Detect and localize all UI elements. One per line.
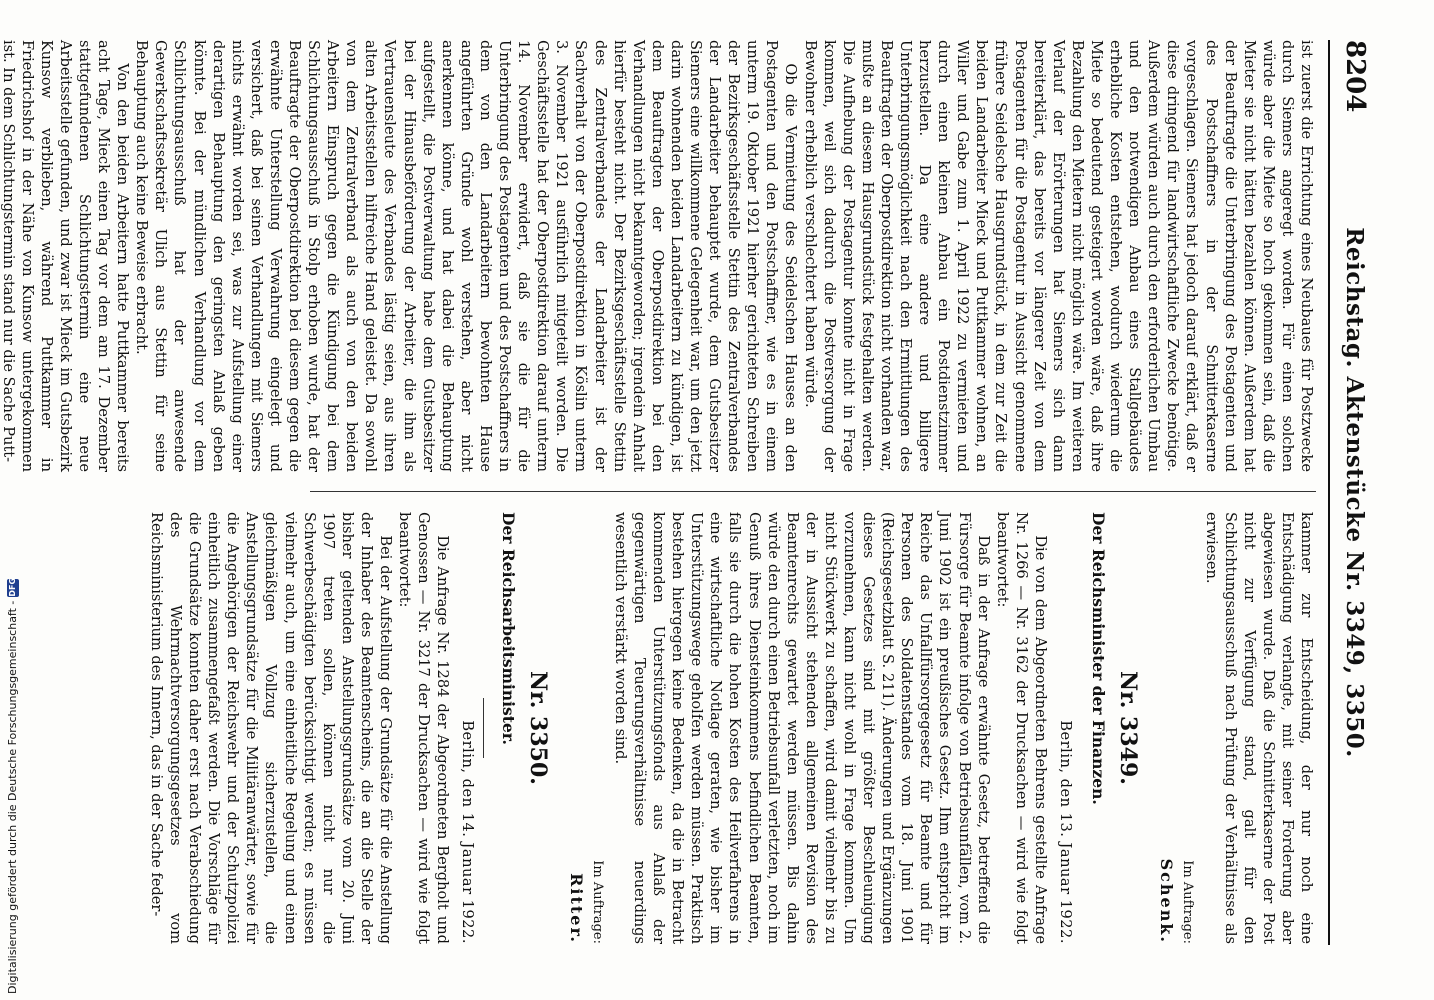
column-divider — [310, 491, 1316, 492]
signature-name: Schenk. — [1157, 858, 1177, 944]
paragraph: ist zuerst die Errichtung eines Neubaues für Postzwecke durch Siemers angeregt worden. Für einen solchen würde aber die Miete so hoch gekommen sein, daß die Mieter sie nicht hätten bezahlen können. Außerdem hat der Beauftragte die Unterbringung des Postagenten und des Postschaffners in der Schnitterkaserne vorgeschlagen. Siemers hat jedoch darauf erklärt, daß er diese dringend für landwirtschaftliche Zwecke benötige. Außerdem würden auch durch den erforderlichen Umbau und den notwendigen Anbau eines Stallgebäudes erhebliche Kosten entstehen, wodurch wiederum die Miete so bedeutend gesteigert worden wäre, daß ihre Bezahlung den Mietern nicht möglich wäre. Im weiteren Verlauf der Erörterungen hat Siemers sich dann bereiterklärt, das bereits vor längerer Zeit von dem Postagenten für die Postagentur in Aussicht genommene frühere Seidelsche Hausgrundstück, in dem zur Zeit die beiden Landarbeiter Mieck und Puttkammer wohnen, an Willer und Gabe zum 1. April 1922 zu vermieten und durch einen kleinen Anbau ein Postdienstzimmer herzustellen. Da eine andere und billigere Unterbringungsmöglichkeit nach den Ermittlungen des Beauftragten der Oberpostdirektion nicht vorhanden war, mußte an diesem Hausgrundstück festgehalten werden. Die Aufhebung der Postagentur konnte nicht in Frage kommen, weil sich dadurch die Postversorgung der Bewohner erheblich verschlechtert haben würde. — [801, 40, 1315, 472]
document-number-3350: Nr. 3350. — [524, 671, 551, 785]
page-number: 8204 — [1340, 40, 1370, 113]
intro-paragraph: Die von dem Abgeordneten Behrens gestellte Anfrage Nr. 1266 — Nr. 3162 der Drucksachen — wird wie folgt beantwortet: — [993, 512, 1049, 944]
signature-label: Im Auftrage: — [589, 860, 605, 944]
paragraph: Von den beiden Arbeitern hatte Puttkammer bereits acht Tage, Mieck einen Tag vor dem am 17. Dezember stattgefundenen Schlichtungstermin eine neue Arbeitsstelle gefunden, und zwar ist Mieck im Gutsbezirk Kunsow verblieben, während Puttkammer in Friedrichshof in der Nähe von Kunsow untergekommen ist. In dem Schlichtungstermin stand nur die Sache Putt- — [0, 40, 132, 472]
body-paragraph: Daß in der Anfrage erwähnte Gesetz, betreffend die Fürsorge für Beamte infolge von Betriebsunfällen, vom 2. Juni 1902 ist ein preußisches Gesetz. Ihm entspricht im Reiche das Unfallfürsorgegesetz für Beamte und für Personen des Soldatenstandes vom 18. Juni 1901 (Reichsgesetzblatt S. 211). Änderungen und Ergänzungen dieses Gesetzes sind mit größter Beschleunigung vorzunehmen, kann nicht wohl in Frage kommen. Um nicht Stückwerk zu schaffen, wird damit vielmehr bis zu der in Aussicht stehenden allgemeinen Revision des Beamtenrechts gewartet werden müssen. Bis dahin würde den durch einen Betriebsunfall verletzten, noch im Genuß ihres Diensteinkommens befindlichen Beamten, falls sie durch die hohen Kosten des Heilverfahrens in eine wirtschaftliche Notlage geraten, wie bisher im Unterstützungswege geholfen werden müssen. Praktisch bestehen hiergegen keine Bedenken, da die in Betracht kommenden Unterstützungsfonds aus Anlaß der gegenwärtigen Teuerungsverhältnisse neuerdings wesentlich verstärkt worden sind. — [611, 512, 992, 944]
right-column — [90, 512, 1316, 944]
signature-label: Im Auftrage: — [1180, 860, 1196, 944]
signature-block — [567, 512, 607, 944]
page-title: Reichstag. Aktenstücke Nr. 3349, 3350. — [1341, 227, 1368, 758]
page-header — [1328, 40, 1374, 945]
continuation-paragraph: kammer zur Entscheidung, der nur noch eine Entschädigung verlangte, mit seiner Forderung aber abgewiesen wurde. Daß die Schnitterkaserne der Post nicht zur Verfügung stand, galt für den Schlichtungsausschuß nach Prüfung der Verhältnisse als erwiesen. — [1202, 512, 1315, 944]
intro-paragraph: Die Anfrage Nr. 1284 der Abgeordneten Bergholt und Genossen — Nr. 3217 der Drucksachen — wird wie folgt beantwortet: — [396, 512, 452, 944]
digitization-credit — [6, 579, 19, 994]
letter-date: Berlin, den 13. Januar 1922. — [1057, 720, 1075, 944]
paragraph: Ob die Vermietung des Seidelschen Hauses an den Postagenten und den Postschaffner, wie es in einem unterm 19. Oktober 1921 hierher gerichteten Schreiben der Bezirksgeschäftsstelle Stettin des Zentralverbandes der Landarbeiter behauptet wurde, dem Gutsbesitzer Siemers eine willkommene Gelegenheit war, um den jetzt darin wohnenden beiden Landarbeitern zu kündigen, ist dem Beauftragten der Oberpostdirektion bei den Verhandlungen nicht bekanntgeworden; irgendein Anhalt hierfür besteht nicht. Der Bezirksgeschäftsstelle Stettin des Zentralverbandes der Landarbeiter ist der Sachverhalt von der Oberpostdirektion in Köslin unterm 3. November 1921 ausführlich mitgeteilt worden. Die Geschäftsstelle hat der Oberpostdirektion darauf unterm 14. November erwidert, daß sie die für die Unterbringung des Postagenten und des Postschaffners in dem von den Landarbeitern bewohnten Hause angeführten Gründe wohl verstehen, aber nicht anerkennen könne, und hat dabei die Behauptung aufgestellt, die Postverwaltung habe dem Gutsbesitzer bei der Hinausbeförderung der Arbeiter, die ihm als Vertrauensleute des Verbandes lästig seien, aus ihren alten Arbeitsstellen hilfreiche Hand geleistet. Da sowohl von dem Zentralverband als auch von den beiden Arbeitern Einspruch gegen die Kündigung bei dem Schlichtungsausschuß in Stolp erhoben wurde, hat der Beauftragte der Oberpostdirektion bei diesem gegen die erwähnte Unterstellung Verwahrung eingelegt und versichert, daß bei seinen Verhandlungen mit Siemers nichts erwähnt worden sei, was zur Aufstellung einer derartigen Behauptung den geringsten Anlaß geben könnte. Bei der mündlichen Verhandlung vor dem Schlichtungsausschuß hat der anwesende Gewerkschaftssekretär Ulich aus Stettin für seine Behauptung auch keine Beweise erbracht. — [133, 40, 800, 472]
issuing-minister: Der Reichsarbeitsminister. — [498, 512, 518, 745]
document-number-3349: Nr. 3349. — [1115, 671, 1142, 785]
separator-rule — [483, 698, 484, 758]
dfg-logo-icon: DFG — [7, 577, 17, 597]
issuing-minister: Der Reichsminister der Finanzen. — [1089, 512, 1109, 805]
body-paragraph: Bei der Aufstellung der Grundsätze für die Anstellung der Inhaber des Beamtenscheins, die an die Stelle der bisher geltenden Anstellungsgrundsätze vom 20. Juni 1907 treten sollen, können nicht nur die Schwerbeschädigten berücksichtigt werden; es müssen vielmehr auch, um eine einheitliche Regelung und einen gleichmäßigen Vollzug sicherzustellen, die Anstellungsgrundsätze für die Militäranwärter, sowie für die Angehörigen der Reichswehr und der Schutzpolizei einheitlich zusammengefaßt werden. Die Vorschläge für die Grundsätze konnten daher erst nach Verabschiedung des Wehrmachtversorgungsgesetzes vom Reichsministerium des Innern, das in der Sache feder- — [147, 512, 395, 944]
letter-date: Berlin, den 14. Januar 1922. — [459, 720, 477, 944]
signature-block — [1157, 512, 1197, 944]
signature-name: Ritter. — [566, 873, 586, 944]
credit-text: Digitalisierung gefördert durch die Deutsche Forschungsgemeinschaft - — [6, 600, 19, 994]
left-column — [0, 40, 1316, 472]
